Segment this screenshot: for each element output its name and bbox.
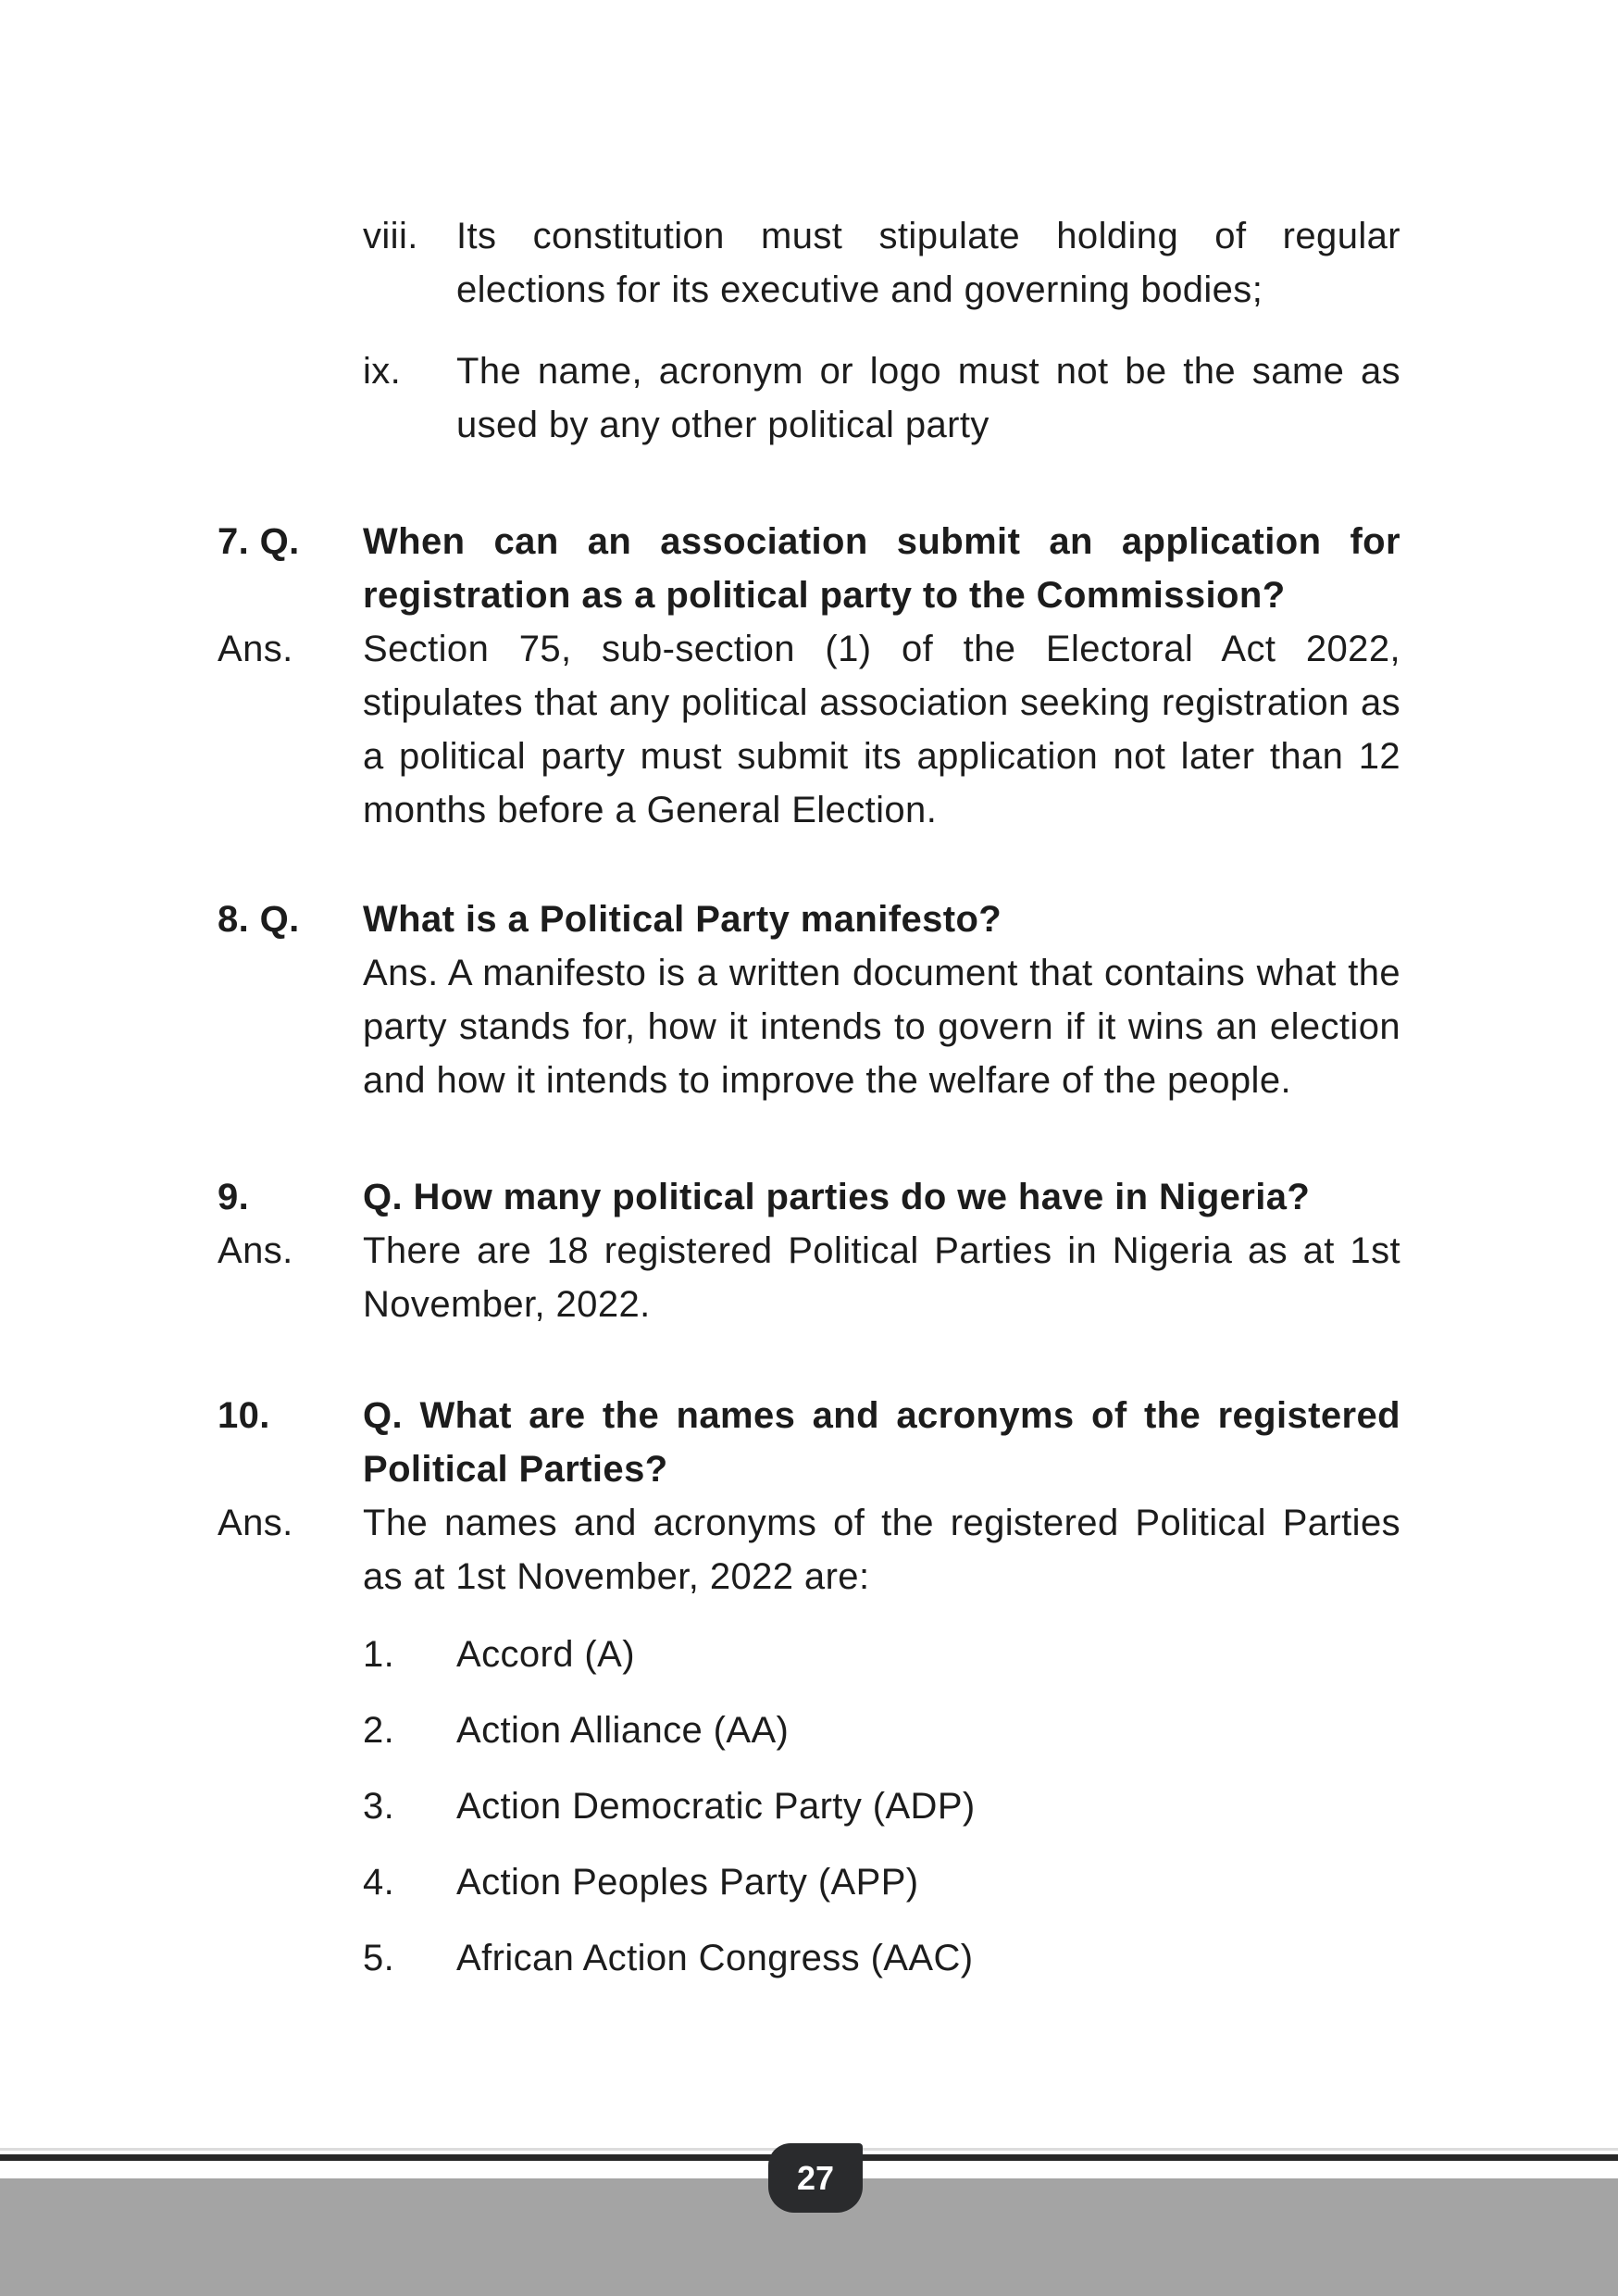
answer-row xyxy=(218,622,1400,837)
party-list-item xyxy=(363,1628,1400,1681)
answer-text: Section 75, sub-section (1) of the Electoral Act 2022, stipulates that any political association seeking registration as a political party must submit its application not later than 12 months before a General Election. xyxy=(363,629,1400,830)
party-list-item xyxy=(363,1703,1400,1757)
page-number: 27 xyxy=(796,2158,835,2197)
question-text: What is a Political Party manifesto? xyxy=(363,899,1002,940)
answer-label: Ans. xyxy=(218,629,293,669)
list-marker: ix. xyxy=(363,351,402,392)
list-marker: 5. xyxy=(363,1938,395,1978)
list-marker: 4. xyxy=(363,1862,395,1903)
question-row xyxy=(218,892,1400,946)
answer-row xyxy=(218,946,1400,1107)
question-text: Q. How many political parties do we have in Nigeria? xyxy=(363,1177,1311,1217)
question-row xyxy=(218,1389,1400,1496)
faq-content xyxy=(218,209,1400,1985)
list-marker: viii. xyxy=(363,216,418,256)
answer-text: The names and acronyms of the registered Political Parties as at 1st November, 2022 are: xyxy=(363,1503,1400,1597)
question-number: 7. Q. xyxy=(218,521,300,562)
party-list-item xyxy=(363,1855,1400,1909)
party-name: Accord (A) xyxy=(456,1634,635,1675)
list-item-text: The name, acronym or logo must not be the same as used by any other political party xyxy=(456,351,1400,445)
question-number: 9. xyxy=(218,1177,250,1217)
answer-row xyxy=(218,1496,1400,1603)
question-row xyxy=(218,1170,1400,1224)
party-name: Action Alliance (AA) xyxy=(456,1710,790,1751)
answer-label xyxy=(218,946,363,1107)
answer-text: There are 18 registered Political Parties in Nigeria as at 1st November, 2022. xyxy=(363,1230,1400,1325)
party-name: African Action Congress (AAC) xyxy=(456,1938,974,1978)
question-text: Q. What are the names and acronyms of the registered Political Parties? xyxy=(363,1395,1400,1490)
answer-row xyxy=(218,1224,1400,1331)
list-item-text: Its constitution must stipulate holding of regular elections for its executive and governing bodies; xyxy=(456,216,1400,310)
answer-label: Ans. xyxy=(218,1230,293,1271)
question-number: 10. xyxy=(218,1395,270,1436)
list-marker: 1. xyxy=(363,1634,395,1675)
party-list-item xyxy=(363,1779,1400,1833)
answer-text: Ans. A manifesto is a written document that contains what the party stands for, how it intends to govern if it wins an election and how it intends to improve the welfare of the people. xyxy=(363,953,1400,1101)
party-name: Action Peoples Party (APP) xyxy=(456,1862,919,1903)
list-marker: 2. xyxy=(363,1710,395,1751)
party-list-item xyxy=(363,1931,1400,1985)
question-text: When can an association submit an application for registration as a political party to the Commission? xyxy=(363,521,1400,616)
roman-list-item xyxy=(363,209,1400,317)
roman-list-item xyxy=(363,344,1400,452)
question-row xyxy=(218,515,1400,622)
answer-label: Ans. xyxy=(218,1503,293,1543)
question-number: 8. Q. xyxy=(218,899,300,940)
party-name: Action Democratic Party (ADP) xyxy=(456,1786,976,1827)
list-marker: 3. xyxy=(363,1786,395,1827)
page-number-badge xyxy=(768,2143,863,2213)
